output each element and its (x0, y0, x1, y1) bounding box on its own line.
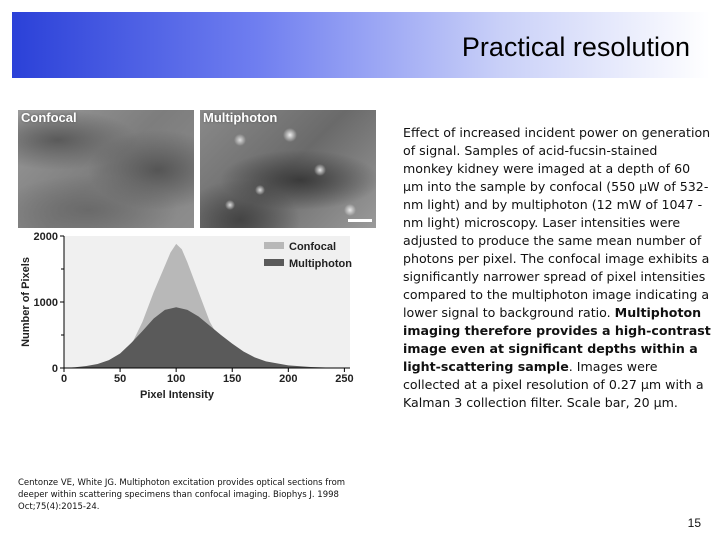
x-tick-label: 50 (113, 373, 127, 385)
histogram-chart (12, 228, 374, 408)
legend-label-confocal: Confocal (289, 241, 337, 253)
legend-swatch-confocal (264, 242, 284, 249)
multiphoton-image (200, 110, 376, 228)
x-tick-label: 0 (60, 373, 68, 385)
x-tick-label: 100 (166, 373, 186, 385)
page-number: 15 (687, 516, 701, 530)
description-text-end: . Images were collected at a pixel resolution of 0.27 µm with a Kalman 3 collection filter. Scale bar, 20 µm. (403, 359, 704, 410)
y-tick-label: 2000 (33, 231, 58, 243)
x-tick-label: 250 (335, 373, 354, 385)
y-tick-label: 1000 (33, 297, 58, 309)
figure-description (403, 124, 711, 412)
x-tick-label: 200 (279, 373, 298, 385)
legend-swatch-multiphoton (264, 259, 284, 266)
y-axis-label: Number of Pixels (20, 257, 32, 347)
description-text: Effect of increased incident power on generation of signal. Samples of acid-fucsin-stained monkey kidney were imaged at a depth of 60 µm into the sample by confocal (550 µW of 532-nm light) and by multiphoton (12 mW of 1047 -nm light) microscopy. Laser intensities were adjusted to produce the same mean number of photons per pixel. The confocal image exhibits a significantly narrower spread of pixel intensities compared to the multiphoton image indicating a lower signal to background ratio. (403, 125, 711, 320)
x-axis-label: Pixel Intensity (140, 389, 214, 401)
title-bar (12, 12, 710, 78)
description-highlight: Multiphoton imaging therefore provides a high-contrast image even at significant depths within a light-scattering sample (403, 305, 711, 374)
x-tick-label: 150 (223, 373, 242, 385)
y-tick-label: 0 (51, 363, 58, 375)
confocal-image (18, 110, 194, 228)
citation: Centonze VE, White JG. Multiphoton excitation provides optical sections from deeper within scattering specimens than confocal imaging. Biophys J. 1998 Oct;75(4):2015-24. (18, 478, 346, 512)
legend-label-multiphoton: Multiphoton (289, 258, 352, 270)
scale-bar (348, 219, 372, 222)
confocal-label: Confocal (21, 110, 77, 125)
multiphoton-label: Multiphoton (203, 110, 278, 125)
slide-title: Practical resolution (461, 32, 690, 62)
